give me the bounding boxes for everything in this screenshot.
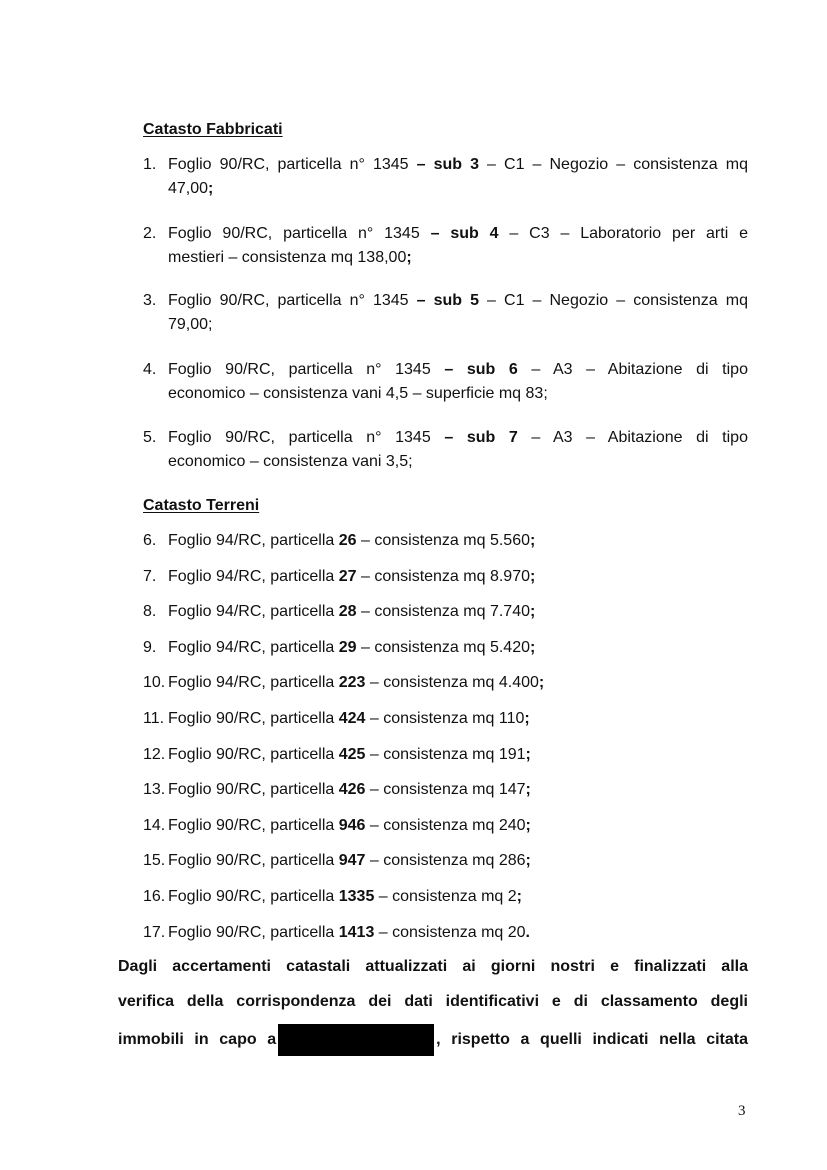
item-text: economico – consistenza vani 3,5;	[168, 453, 413, 470]
item-line	[168, 707, 530, 731]
item-text: Foglio 90/RC, particella n° 1345	[168, 225, 431, 242]
item-number: 7.	[143, 567, 157, 585]
section-heading-terreni: Catasto Terreni	[143, 497, 260, 514]
paragraph-line-3	[118, 1024, 748, 1056]
fabbricati-item	[143, 426, 748, 474]
item-line	[168, 743, 531, 767]
item-sub: – sub 6	[444, 361, 518, 378]
item-text: – consistenza mq 110	[365, 710, 525, 727]
terreni-item	[143, 565, 748, 589]
item-text: Foglio 94/RC, particella	[168, 532, 339, 549]
item-end: ;	[529, 638, 536, 656]
item-line	[168, 885, 522, 909]
item-line-1	[168, 358, 748, 382]
item-text: – consistenza mq 5.420	[356, 638, 530, 656]
item-line-2	[168, 382, 548, 406]
item-text: mestieri – consistenza mq 138,00	[168, 249, 407, 266]
terreni-item	[143, 849, 748, 873]
fabbricati-item	[143, 358, 748, 406]
item-text: Foglio 90/RC, particella	[168, 781, 339, 799]
item-text: economico – consistenza vani 4,5 – superficie mq 83;	[168, 385, 548, 402]
item-number: 11.	[143, 710, 165, 727]
page-number: 3	[738, 1103, 746, 1119]
item-text: – C3 – Laboratorio per arti e	[498, 225, 749, 242]
item-text: Foglio 90/RC, particella n° 1345	[168, 156, 417, 173]
paragraph-line-2: verifica della corrispondenza dei dati identificativi e di classamento degli	[118, 993, 748, 1010]
item-particella: 424	[338, 710, 366, 727]
item-particella: 425	[338, 745, 366, 763]
item-end: ;	[538, 674, 545, 692]
paragraph-line-1: Dagli accertamenti catastali attualizzati ai giorni nostri e finalizzati alla	[118, 958, 748, 975]
item-text: – consistenza mq 286	[365, 852, 526, 870]
terreni-item	[143, 921, 748, 945]
item-number: 1.	[143, 156, 157, 173]
item-number: 12.	[143, 745, 166, 763]
item-line-1	[168, 289, 748, 313]
item-sub: – sub 4	[430, 225, 499, 242]
item-text: Foglio 94/RC, particella	[168, 567, 339, 585]
item-line-1	[168, 222, 748, 246]
item-sub: – sub 7	[444, 429, 518, 446]
item-number: 5.	[143, 429, 157, 446]
item-text: Foglio 90/RC, particella	[168, 888, 339, 905]
item-text: – C1 – Negozio – consistenza mq	[478, 156, 748, 173]
terreni-item	[143, 743, 748, 767]
terreni-item	[143, 885, 748, 909]
item-text: – consistenza mq 5.560	[356, 532, 530, 549]
terreni-item	[143, 778, 748, 802]
paragraph-line-3-start: immobili in capo a	[118, 1031, 277, 1049]
item-line	[168, 778, 531, 802]
item-end: .	[525, 923, 530, 941]
item-end: ;	[529, 567, 536, 585]
item-number: 15.	[143, 852, 166, 870]
item-text: – C1 – Negozio – consistenza mq	[478, 292, 748, 309]
item-text: Foglio 90/RC, particella	[168, 923, 339, 941]
item-number: 4.	[143, 361, 157, 378]
item-particella: 947	[338, 852, 366, 870]
terreni-item	[143, 600, 748, 624]
item-end: ;	[525, 816, 531, 834]
item-line-2	[168, 313, 212, 337]
item-line-2	[168, 177, 213, 201]
item-line	[168, 671, 544, 695]
item-particella: 223	[338, 674, 366, 692]
item-text: Foglio 94/RC, particella	[168, 674, 339, 692]
item-end: ;	[529, 532, 536, 549]
item-line-1	[168, 426, 748, 450]
item-text: 79,00;	[168, 316, 213, 333]
item-text: – consistenza mq 2	[374, 888, 517, 905]
item-number: 16.	[143, 888, 166, 905]
item-line	[168, 600, 535, 624]
redaction-box	[278, 1024, 434, 1056]
item-text: – A3 – Abitazione di tipo	[517, 429, 748, 446]
item-line	[168, 636, 535, 660]
item-line-2	[168, 246, 412, 270]
item-text: Foglio 94/RC, particella	[168, 603, 339, 621]
item-number: 13.	[143, 781, 166, 799]
item-end: ;	[516, 888, 522, 905]
item-particella: 29	[338, 638, 357, 656]
item-end: ;	[529, 603, 536, 621]
item-text: Foglio 90/RC, particella	[168, 816, 339, 834]
terreni-item	[143, 814, 748, 838]
item-number: 6.	[143, 532, 157, 549]
item-text: Foglio 94/RC, particella	[168, 638, 339, 656]
item-text: – consistenza mq 8.970	[356, 567, 530, 585]
item-particella: 1335	[338, 888, 375, 905]
item-end: ;	[524, 710, 530, 727]
terreni-item	[143, 529, 748, 553]
section-heading-fabbricati: Catasto Fabbricati	[143, 121, 283, 138]
item-line	[168, 921, 530, 945]
item-text: Foglio 90/RC, particella n° 1345	[168, 361, 445, 378]
fabbricati-item	[143, 289, 748, 337]
item-end: ;	[525, 745, 531, 763]
item-line	[168, 529, 535, 553]
item-number: 9.	[143, 638, 157, 656]
item-text: – consistenza mq 20	[374, 923, 526, 941]
item-number: 3.	[143, 292, 157, 309]
item-line	[168, 849, 531, 873]
terreni-item	[143, 707, 748, 731]
item-line	[168, 814, 531, 838]
item-end: ;	[525, 852, 531, 870]
item-number: 2.	[143, 225, 157, 242]
item-sub: – sub 5	[416, 292, 479, 309]
item-particella: 28	[338, 603, 357, 621]
item-end: ;	[406, 249, 412, 266]
item-text: – A3 – Abitazione di tipo	[517, 361, 748, 378]
fabbricati-item	[143, 153, 748, 201]
item-text: – consistenza mq 191	[365, 745, 526, 763]
item-line-2	[168, 450, 413, 474]
item-line	[168, 565, 535, 589]
item-particella: 1413	[338, 923, 375, 941]
item-text: – consistenza mq 147	[365, 781, 526, 799]
item-end: ;	[208, 180, 214, 197]
item-text: Foglio 90/RC, particella	[168, 745, 339, 763]
paragraph-line-3-end: , rispetto a quelli indicati nella citata	[436, 1031, 748, 1049]
item-number: 8.	[143, 603, 157, 621]
item-particella: 946	[338, 816, 366, 834]
item-text: Foglio 90/RC, particella	[168, 710, 339, 727]
item-particella: 26	[338, 532, 357, 549]
fabbricati-item	[143, 222, 748, 270]
item-sub: – sub 3	[416, 156, 479, 173]
item-text: – consistenza mq 240	[365, 816, 526, 834]
item-text: Foglio 90/RC, particella	[168, 852, 339, 870]
terreni-item	[143, 636, 748, 660]
item-particella: 27	[338, 567, 357, 585]
item-line-1	[168, 153, 748, 177]
item-number: 10.	[143, 674, 166, 692]
item-text: Foglio 90/RC, particella n° 1345	[168, 292, 417, 309]
item-text: – consistenza mq 4.400	[365, 674, 539, 692]
item-text: Foglio 90/RC, particella n° 1345	[168, 429, 445, 446]
item-number: 17.	[143, 923, 166, 941]
item-particella: 426	[338, 781, 366, 799]
item-text: – consistenza mq 7.740	[356, 603, 530, 621]
terreni-item	[143, 671, 748, 695]
item-text: 47,00	[168, 180, 209, 197]
item-number: 14.	[143, 816, 166, 834]
item-end: ;	[525, 781, 531, 799]
